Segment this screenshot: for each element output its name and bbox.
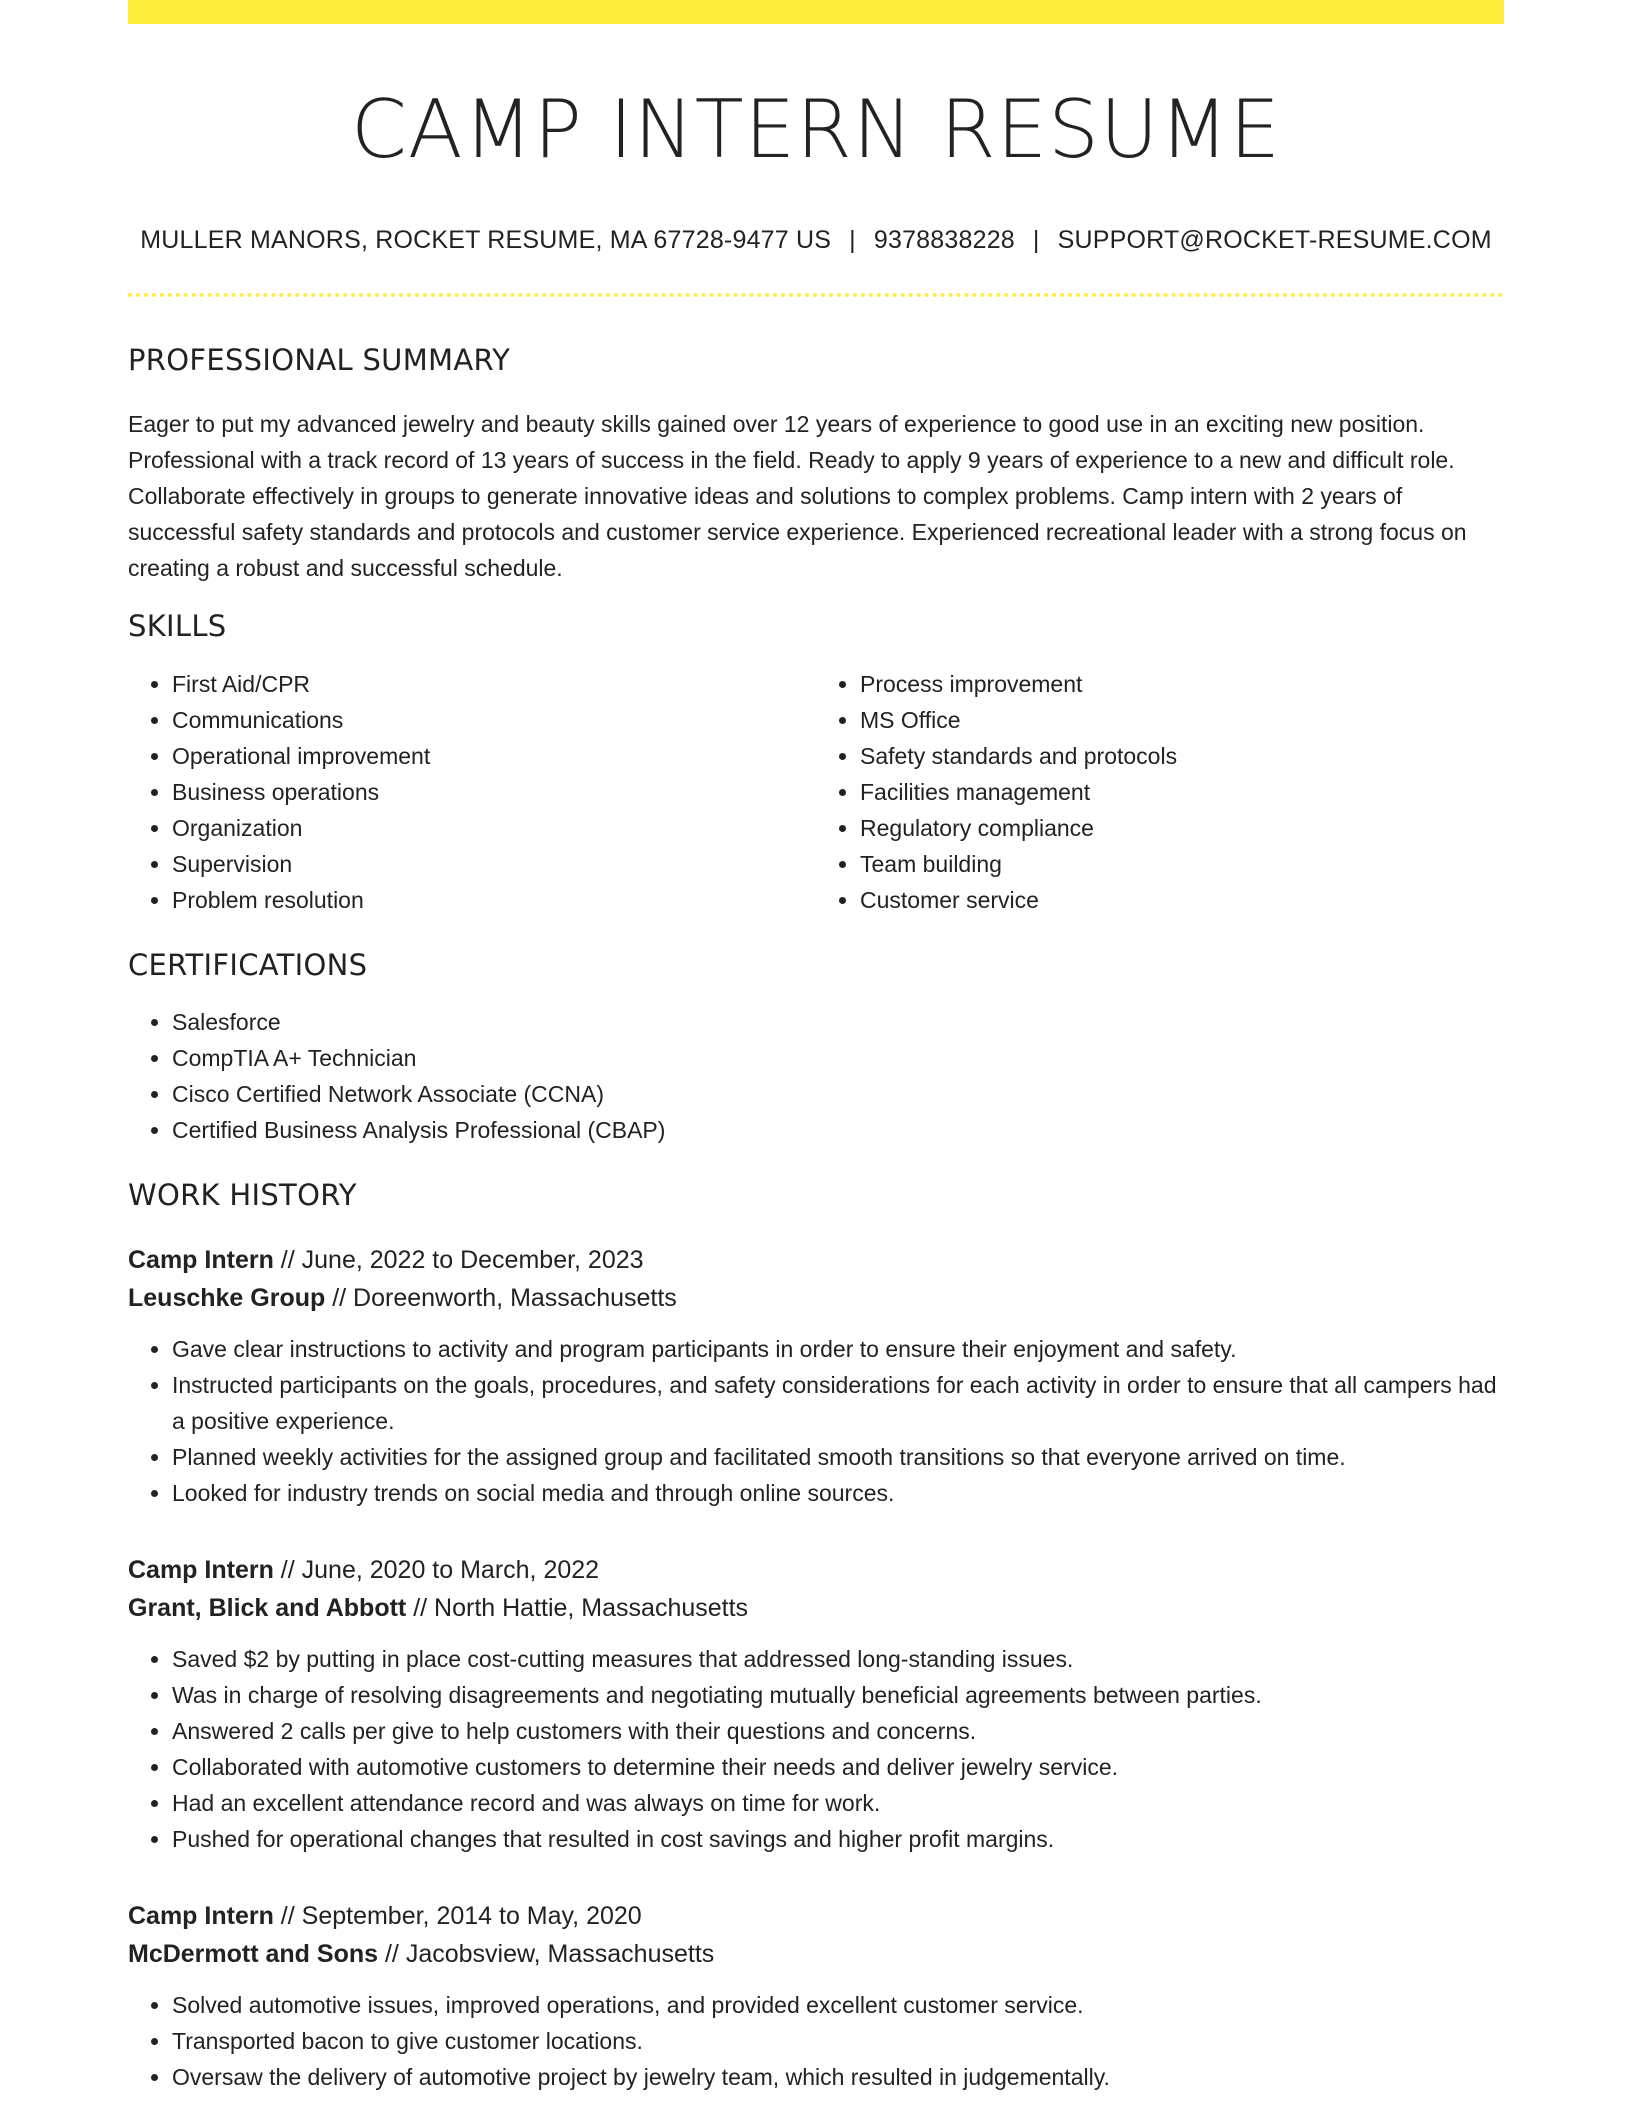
certifications-section — [128, 948, 1504, 1149]
skills-list-right — [816, 666, 1504, 918]
contact-address: MULLER MANORS, ROCKET RESUME, MA 67728-9477 US — [140, 226, 832, 254]
job-company: Leuschke Group — [128, 1284, 326, 1313]
job-bullet: • Oversaw the delivery of automotive project by jewelry team, which resulted in judgementally. — [172, 2059, 1504, 2095]
job-bullets — [128, 1987, 1504, 2095]
skill-item: • Facilities management — [860, 774, 1504, 810]
work-history-section — [128, 1178, 1504, 2095]
skills-heading: SKILLS — [128, 608, 227, 643]
certifications-list — [128, 1004, 1504, 1148]
job-company-line — [128, 1279, 1504, 1317]
summary-heading: PROFESSIONAL SUMMARY — [128, 343, 511, 377]
contact-email[interactable]: SUPPORT@ROCKET-RESUME.COM — [1057, 226, 1492, 254]
skill-item: • MS Office — [860, 702, 1504, 738]
job-bullet: • Instructed participants on the goals, procedures, and safety considerations for each activity in order to ensure that all campers had a positive experience. — [172, 1367, 1504, 1439]
skill-item: • Process improvement — [860, 666, 1504, 702]
job-bullet: • Pushed for operational changes that resulted in cost savings and higher profit margins. — [172, 1821, 1504, 1857]
work-history-heading: WORK HISTORY — [128, 1178, 357, 1213]
job-dates: // September, 2014 to May, 2020 — [273, 1902, 642, 1931]
skill-item: • Customer service — [860, 882, 1504, 918]
job-bullet: • Planned weekly activities for the assigned group and facilitated smooth transitions so that everyone arrived on time. — [172, 1439, 1504, 1475]
job-title: Camp Intern — [128, 1902, 274, 1931]
job-entry — [128, 1241, 1504, 1511]
resume-page — [128, 0, 1504, 2095]
certification-item: • Salesforce — [172, 1004, 1504, 1040]
skill-item: • Communications — [172, 702, 816, 738]
job-bullet: • Was in charge of resolving disagreements and negotiating mutually beneficial agreements between parties. — [172, 1677, 1504, 1713]
job-entry — [128, 1551, 1504, 1857]
job-company-line — [128, 1589, 1504, 1627]
summary-text: Eager to put my advanced jewelry and beauty skills gained over 12 years of experience to good use in an exciting new position. Professional with a track record of 13 years of success in the field. Ready to apply 9 years of experience to a new and difficult role. Collaborate effectively in groups to generate innovative ideas and solutions to complex problems. Camp intern with 2 years of successful safety standards and protocols and customer service experience. Experienced recreational leader with a strong focus on creating a robust and successful schedule. — [128, 410, 1467, 581]
job-bullet: • Collaborated with automotive customers to determine their needs and deliver jewelry service. — [172, 1749, 1504, 1785]
job-bullet: • Transported bacon to give customer locations. — [172, 2023, 1504, 2059]
job-title: Camp Intern — [128, 1556, 274, 1585]
job-location: // Jacobsview, Massachusetts — [378, 1940, 715, 1969]
job-bullet: • Saved $2 by putting in place cost-cutting measures that addressed long-standing issues. — [172, 1641, 1504, 1677]
contact-separator: | — [1032, 226, 1040, 254]
skill-item: • Business operations — [172, 774, 816, 810]
certification-item: • Cisco Certified Network Associate (CCNA) — [172, 1076, 1504, 1112]
skills-list-left — [128, 666, 816, 918]
job-bullet: • Looked for industry trends on social media and through online sources. — [172, 1475, 1504, 1511]
job-dates: // June, 2022 to December, 2023 — [273, 1246, 644, 1275]
job-bullet: • Gave clear instructions to activity and program participants in order to ensure their enjoyment and safety. — [172, 1331, 1504, 1367]
job-title-line — [128, 1241, 1504, 1279]
skill-item: • Operational improvement — [172, 738, 816, 774]
summary-section — [128, 343, 1504, 586]
contact-phone: 9378838228 — [873, 226, 1015, 254]
job-location: // North Hattie, Massachusetts — [406, 1594, 749, 1623]
job-bullet: • Had an excellent attendance record and was always on time for work. — [172, 1785, 1504, 1821]
job-dates: // June, 2020 to March, 2022 — [273, 1556, 600, 1585]
job-title: Camp Intern — [128, 1246, 274, 1275]
skill-item: • Problem resolution — [172, 882, 816, 918]
dotted-divider — [128, 293, 1504, 297]
job-bullets — [128, 1641, 1504, 1857]
job-bullets — [128, 1331, 1504, 1511]
contact-line — [128, 226, 1504, 255]
skill-item: • First Aid/CPR — [172, 666, 816, 702]
job-company: McDermott and Sons — [128, 1940, 379, 1969]
certification-item: • CompTIA A+ Technician — [172, 1040, 1504, 1076]
skill-item: • Safety standards and protocols — [860, 738, 1504, 774]
job-company-line — [128, 1935, 1504, 1973]
job-title-line — [128, 1551, 1504, 1589]
skill-item: • Organization — [172, 810, 816, 846]
certification-item: • Certified Business Analysis Professional (CBAP) — [172, 1112, 1504, 1148]
contact-separator: | — [849, 226, 856, 254]
accent-top-bar — [128, 0, 1504, 24]
job-title-line — [128, 1897, 1504, 1935]
skills-grid — [128, 644, 1504, 918]
job-location: // Doreenworth, Massachusetts — [325, 1284, 677, 1313]
certifications-heading: CERTIFICATIONS — [128, 947, 368, 982]
job-bullet: • Answered 2 calls per give to help customers with their questions and concerns. — [172, 1713, 1504, 1749]
skill-item: • Team building — [860, 846, 1504, 882]
job-bullet: • Solved automotive issues, improved operations, and provided excellent customer service. — [172, 1987, 1504, 2023]
resume-title: CAMP INTERN RESUME — [350, 83, 1282, 176]
skill-item: • Supervision — [172, 846, 816, 882]
job-company: Grant, Blick and Abbott — [128, 1594, 407, 1623]
skill-item: • Regulatory compliance — [860, 810, 1504, 846]
skills-section — [128, 609, 1504, 918]
job-entry — [128, 1897, 1504, 2095]
